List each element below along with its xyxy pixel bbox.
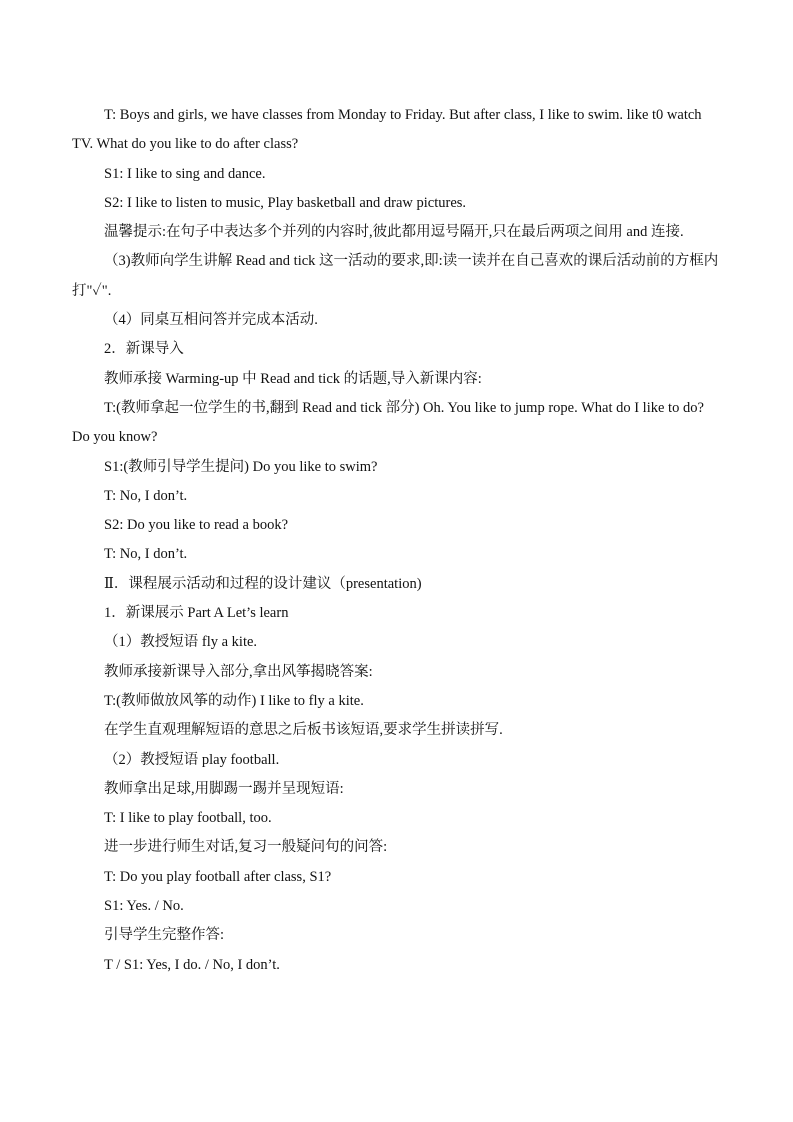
paragraph-s2-question: S2: Do you like to read a book?: [104, 517, 289, 534]
paragraph-teacher-question: T:(教师拿起一位学生的书,翻到 Read and tick 部分) Oh. You like to jump rope. What do I like to do? Do you know?: [72, 399, 704, 446]
paragraph-full-answer-guide: 引导学生完整作答:: [104, 927, 225, 944]
document-body: [72, 101, 722, 980]
paragraph-football-teacher: T: I like to play football, too.: [104, 810, 272, 827]
paragraph-s1-yes-no: S1: Yes. / No.: [104, 898, 184, 915]
paragraph-tip: 温馨提示:在句子中表达多个并列的内容时,彼此都用逗号隔开,只在最后两项之间用 and 连接.: [104, 224, 684, 241]
paragraph-football-question: T: Do you play football after class, S1?: [104, 868, 332, 885]
section-heading-new-lesson: 1．新课展示 Part A Let’s learn: [104, 605, 289, 622]
paragraph-kite-reveal: 教师承接新课导入部分,拿出风筝揭晓答案:: [104, 663, 373, 680]
paragraph-s1-question: S1:(教师引导学生提问) Do you like to swim?: [104, 458, 378, 475]
paragraph-lead-in: 教师承接 Warming-up 中 Read and tick 的话题,导入新课内容:: [104, 370, 482, 387]
section-heading-presentation: Ⅱ．课程展示活动和过程的设计建议（presentation): [104, 575, 422, 592]
paragraph-play-football: （2）教授短语 play football.: [104, 751, 280, 768]
paragraph-s2-answer: S2: I like to listen to music, Play basketball and draw pictures.: [104, 194, 467, 211]
paragraph-teacher-reply-2: T: No, I don’t.: [104, 546, 188, 563]
paragraph-s1-answer: S1: I like to sing and dance.: [104, 165, 266, 182]
paragraph-fly-a-kite: （1）教授短语 fly a kite.: [104, 634, 258, 651]
paragraph-kite-board: 在学生直观理解短语的意思之后板书该短语,要求学生拼读拼写.: [104, 722, 503, 739]
paragraph-football-kick: 教师拿出足球,用脚踢一踢并呈现短语:: [104, 780, 344, 797]
paragraph-pair-work: （4）同桌互相问答并完成本活动.: [104, 312, 318, 329]
paragraph-full-answer: T / S1: Yes, I do. / No, I don’t.: [104, 956, 280, 973]
paragraph-teacher-intro: T: Boys and girls, we have classes from Monday to Friday. But after class, I like to swim. like t0 watch TV. What do you like to do after class?: [72, 107, 702, 153]
paragraph-teacher-reply-1: T: No, I don’t.: [104, 487, 188, 504]
paragraph-kite-action: T:(教师做放风筝的动作) I like to fly a kite.: [104, 692, 364, 709]
section-heading-lead-in: 2．新课导入: [104, 341, 184, 358]
paragraph-read-and-tick: （3)教师向学生讲解 Read and tick 这一活动的要求,即:读一读并在自己喜欢的课后活动前的方框内打"✓".: [72, 253, 719, 299]
paragraph-dialogue-review: 进一步进行师生对话,复习一般疑问句的问答:: [104, 839, 388, 856]
